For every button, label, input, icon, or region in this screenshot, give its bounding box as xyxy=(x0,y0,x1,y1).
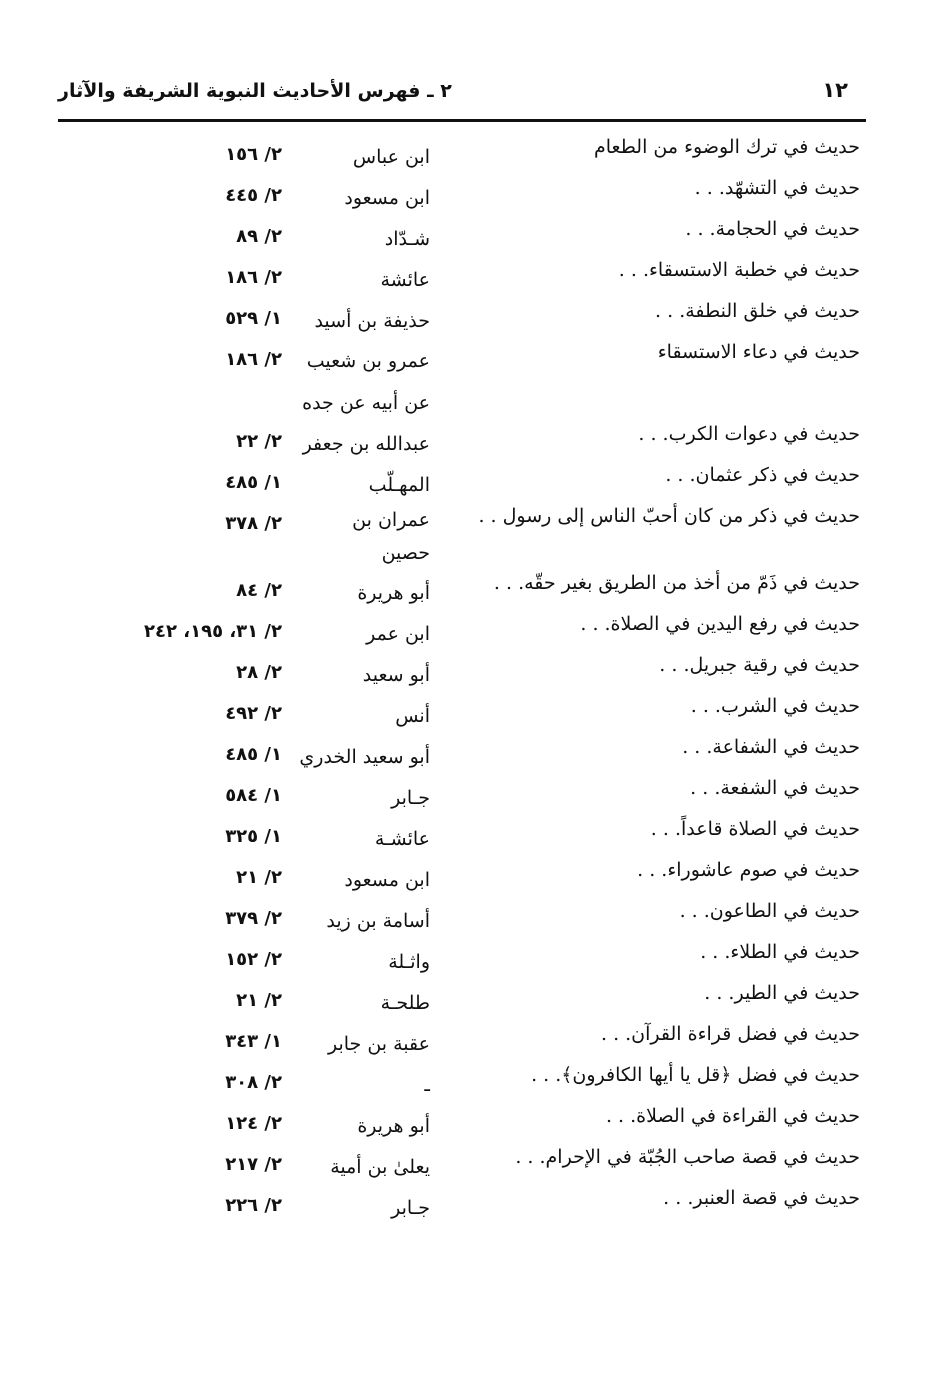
volume-page-ref: ٢/ ٢١ xyxy=(236,867,282,888)
index-entry xyxy=(100,894,860,935)
index-entry xyxy=(100,566,860,607)
hadith-title: حديث في الصلاة قاعداً. . . xyxy=(650,818,860,840)
index-entry xyxy=(100,294,860,335)
page-header xyxy=(58,76,866,116)
narrator: أبو هريرة xyxy=(357,582,430,604)
volume-page-ref: ٢/ ١٨٦ xyxy=(225,349,282,370)
narrator: أسامة بن زيد xyxy=(326,910,430,932)
volume-page-ref: ١/ ٥٨٤ xyxy=(225,785,282,806)
volume-page-ref: ٢/ ٢١ xyxy=(236,990,282,1011)
hadith-title: حديث في الشرب. . . xyxy=(690,695,860,717)
narrator: عقبة بن جابر xyxy=(327,1033,430,1055)
narrator: ابن مسعود xyxy=(344,869,430,891)
narrator: عمران بن حصين xyxy=(352,509,430,564)
index-entry xyxy=(100,417,860,458)
hadith-title: حديث في فضل ﴿قل يا أيها الكافرون﴾. . . xyxy=(531,1064,860,1086)
index-entry xyxy=(100,648,860,689)
hadith-title: حديث في ذكر عثمان. . . xyxy=(665,464,860,486)
index-entry xyxy=(100,499,860,566)
narrator: عائشة xyxy=(380,269,430,291)
volume-page-ref: ٢/ ٢٢ xyxy=(236,431,282,452)
hadith-title: حديث في الطلاء. . . xyxy=(700,941,860,963)
hadith-title: حديث في قصة العنبر. . . xyxy=(663,1187,860,1209)
index-entry xyxy=(100,730,860,771)
volume-page-ref: ١/ ٣٤٣ xyxy=(225,1031,282,1052)
index-entry xyxy=(100,853,860,894)
index-entry xyxy=(100,171,860,212)
index-entry xyxy=(100,212,860,253)
volume-page-ref: ٢/ ٨٩ xyxy=(236,226,282,247)
volume-page-ref: ٢/ ٤٩٢ xyxy=(225,703,282,724)
volume-page-ref: ٢/ ٣٠٨ xyxy=(225,1072,282,1093)
narrator: واثـلة xyxy=(388,951,430,973)
hadith-title: حديث في الطاعون. . . xyxy=(679,900,860,922)
hadith-title: حديث في الشفعة. . . xyxy=(690,777,860,799)
narrator: حذيفة بن أسيد xyxy=(314,310,430,332)
hadith-title: حديث في فضل قراءة القرآن. . . xyxy=(600,1023,860,1045)
narrator: ابن مسعود xyxy=(344,187,430,209)
index-entry xyxy=(100,1099,860,1140)
page-number: ١٢ xyxy=(822,78,848,102)
index-entry xyxy=(100,689,860,730)
index-entry xyxy=(100,607,860,648)
index-entry xyxy=(100,771,860,812)
narrator: أبو سعيد xyxy=(362,664,430,686)
index-entry xyxy=(100,935,860,976)
volume-page-ref: ٢/ ١٥٦ xyxy=(225,144,282,165)
running-title: ٢ ـ فهرس الأحاديث النبوية الشريفة والآثار xyxy=(58,80,452,102)
volume-page-ref: ٢/ ٢١٧ xyxy=(225,1154,282,1175)
index-entry xyxy=(100,130,860,171)
volume-page-ref: ٢/ ٣٧٩ xyxy=(225,908,282,929)
hadith-title: حديث في الحجامة. . . xyxy=(685,218,860,240)
index-entry xyxy=(100,1058,860,1099)
index-entry xyxy=(100,1017,860,1058)
hadith-index-list xyxy=(100,130,860,1222)
hadith-title: حديث في قصة صاحب الجُبّة في الإحرام. . . xyxy=(515,1146,860,1168)
index-entry xyxy=(100,1140,860,1181)
hadith-title: حديث في التشهّد. . . xyxy=(694,177,860,199)
hadith-title: حديث في رقية جبريل. . . xyxy=(659,654,860,676)
hadith-title: حديث في رفع اليدين في الصلاة. . . xyxy=(580,613,860,635)
narrator: جـابر xyxy=(391,1197,430,1219)
hadith-title: حديث في دعاء الاستسقاء xyxy=(657,341,860,363)
narrator: جـابر xyxy=(391,787,430,809)
hadith-title: حديث في دعوات الكرب. . . xyxy=(638,423,860,445)
volume-page-ref: ١/ ٤٨٥ xyxy=(225,744,282,765)
hadith-title: حديث في صوم عاشوراء. . . xyxy=(637,859,860,881)
index-entry xyxy=(100,976,860,1017)
hadith-title: حديث في ترك الوضوء من الطعام xyxy=(594,136,860,158)
narrator: أبو هريرة xyxy=(357,1115,430,1137)
volume-page-ref: ٢/ ١٥٢ xyxy=(225,949,282,970)
volume-page-ref: ٢/ ٣١، ١٩٥، ٢٤٢ xyxy=(144,621,282,642)
hadith-title: حديث في ذكر من كان أحبّ الناس إلى رسول . . xyxy=(478,505,860,527)
narrator: أنس xyxy=(395,705,430,727)
hadith-title: حديث في خلق النطفة. . . xyxy=(655,300,860,322)
narrator: شـدّاد xyxy=(384,228,430,250)
index-entry xyxy=(100,458,860,499)
narrator: طلحـة xyxy=(380,992,430,1014)
hadith-title: حديث في القراءة في الصلاة. . . xyxy=(605,1105,860,1127)
hadith-title: حديث في خطبة الاستسقاء. . . xyxy=(618,259,860,281)
narrator: أبو سعيد الخدري xyxy=(299,746,430,768)
narrator: عائشـة xyxy=(374,828,430,850)
hadith-title: حديث في الطير. . . xyxy=(704,982,860,1004)
hadith-title: حديث في ذَمّ من أخذ من الطريق بغير حقّه. . . xyxy=(493,572,860,594)
volume-page-ref: ١/ ٣٢٥ xyxy=(225,826,282,847)
narrator: ابن عباس xyxy=(352,146,430,168)
volume-page-ref: ١/ ٤٨٥ xyxy=(225,472,282,493)
index-entry xyxy=(100,253,860,294)
volume-page-ref: ٢/ ٣٧٨ xyxy=(225,513,282,534)
header-rule xyxy=(58,119,866,122)
index-entry xyxy=(100,812,860,853)
narrator: يعلىٰ بن أمية xyxy=(330,1156,430,1178)
volume-page-ref: ٢/ ١٨٦ xyxy=(225,267,282,288)
volume-page-ref: ٢/ ١٢٤ xyxy=(225,1113,282,1134)
volume-page-ref: ٢/ ٢٨ xyxy=(236,662,282,683)
volume-page-ref: ٢/ ٨٤ xyxy=(236,580,282,601)
narrator: ابن عمر xyxy=(366,623,430,645)
narrator: عمرو بن شعيب عن أبيه عن جده xyxy=(302,350,430,414)
hadith-title: حديث في الشفاعة. . . xyxy=(682,736,860,758)
volume-page-ref: ٢/ ٤٤٥ xyxy=(225,185,282,206)
index-entry xyxy=(100,335,860,417)
narrator: ـ xyxy=(424,1074,430,1096)
volume-page-ref: ١/ ٥٢٩ xyxy=(225,308,282,329)
narrator: المهـلّب xyxy=(368,474,430,496)
narrator: عبدالله بن جعفر xyxy=(302,433,430,455)
volume-page-ref: ٢/ ٢٢٦ xyxy=(225,1195,282,1216)
index-entry xyxy=(100,1181,860,1222)
